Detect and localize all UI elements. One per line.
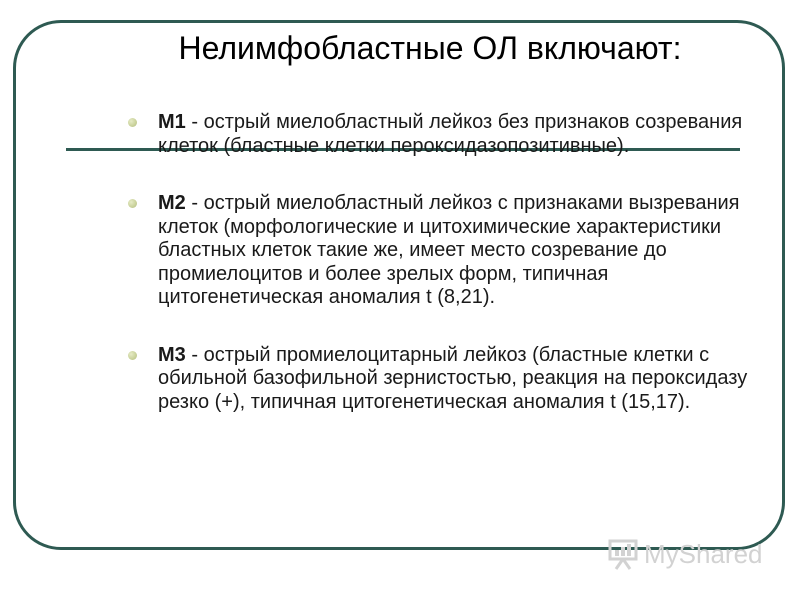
bullet-dot-icon (128, 199, 137, 208)
slide-title: Нелимфобластные ОЛ включают: (178, 30, 682, 66)
watermark (608, 536, 763, 572)
bullet-dot-icon (128, 351, 137, 360)
bullet-list (128, 111, 778, 448)
watermark-text: MyShared (644, 538, 763, 569)
list-item-m1 (128, 111, 778, 158)
item-code: М2 (158, 192, 186, 214)
presentation-board-icon (608, 538, 638, 570)
item-text: - острый миелобластный лейкоз с признаками вызревания клеток (морфологические и цитохимические характеристики бластных клеток такие же, имеет место созревание до промиелоцитов и более зрелых форм, типичная цитогенетическая аномалия t (8,21). (158, 192, 740, 308)
list-item-m2 (128, 192, 778, 310)
item-text: - острый промиелоцитарный лейкоз (бластные клетки с обильной базофильной зернистостью, реакция на пероксидазу резко (+), типичная цитогенетическая аномалия t (15,17). (158, 343, 748, 413)
list-item-m3 (128, 344, 778, 415)
item-code: М3 (158, 343, 186, 366)
bullet-dot-icon (128, 118, 137, 127)
item-text: - острый миелобластный лейкоз без признаков созревания клеток (бластные клетки пероксидазопозитивные). (158, 111, 743, 157)
item-code: М1 (158, 111, 186, 133)
